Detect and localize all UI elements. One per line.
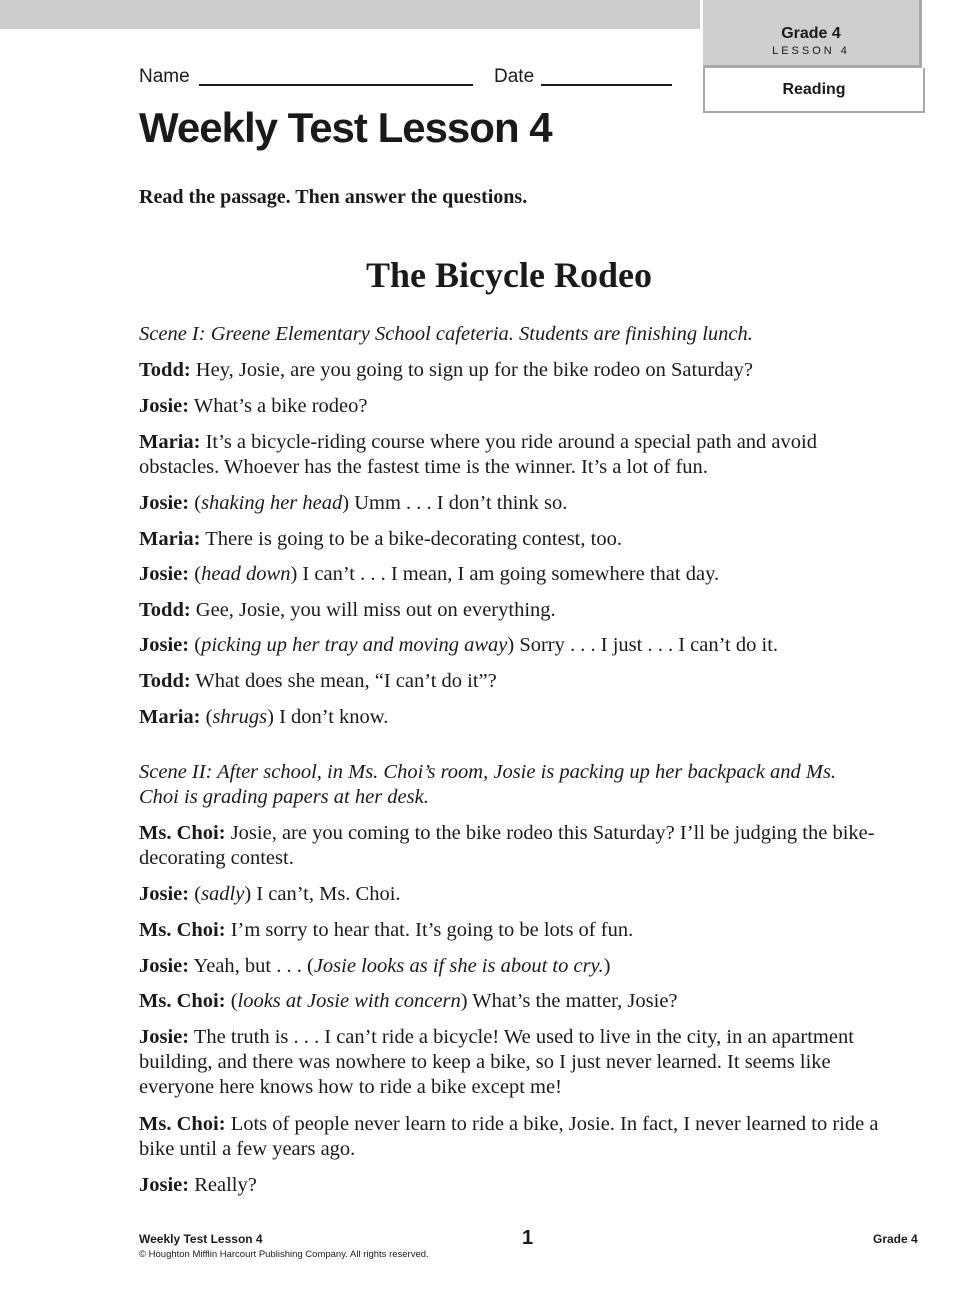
stage-direction: shrugs xyxy=(212,706,268,728)
dialogue-line: Ms. Choi: Josie, are you coming to the bike rodeo this Saturday? I’ll be judging the bike-decorating contest. xyxy=(139,822,875,869)
date-label: Date xyxy=(494,66,535,87)
stage-direction: Josie looks as if she is about to cry. xyxy=(313,955,604,977)
name-field[interactable] xyxy=(199,84,473,86)
dialogue-line: Josie: (picking up her tray and moving away) Sorry . . . I just . . . I can’t do it. xyxy=(139,634,779,656)
speaker-name: Josie: xyxy=(139,955,190,977)
speaker-name: Ms. Choi: xyxy=(139,919,226,941)
dialogue-line: Josie: The truth is . . . I can’t ride a bicycle! We used to live in the city, in an apartment building, and there was nowhere to keep a bike, so I just never learned. It seems like everyone here knows how to ride a bike except me! xyxy=(139,1026,854,1098)
dialogue-line: Josie: What’s a bike rodeo? xyxy=(139,395,368,417)
speaker-name: Todd: xyxy=(139,599,191,621)
scene-direction: Scene I: Greene Elementary School cafeteria. Students are finishing lunch. xyxy=(139,323,753,345)
stage-direction: head down xyxy=(201,563,291,585)
stage-direction: picking up her tray and moving away xyxy=(201,634,508,656)
dialogue-line: Josie: (sadly) I can’t, Ms. Choi. xyxy=(139,883,401,905)
speaker-name: Josie: xyxy=(139,883,190,905)
scene-direction: Scene II: After school, in Ms. Choi’s room, Josie is packing up her backpack and Ms. Choi is grading papers at her desk. xyxy=(139,761,837,808)
dialogue-line: Maria: (shrugs) I don’t know. xyxy=(139,706,389,728)
top-gray-bar xyxy=(0,0,700,29)
speaker-name: Ms. Choi: xyxy=(139,822,226,844)
dialogue-line: Ms. Choi: Lots of people never learn to ride a bike, Josie. In fact, I never learned to ride a bike until a few years ago. xyxy=(139,1113,879,1160)
footer-title: Weekly Test Lesson 4 xyxy=(139,1232,263,1246)
speaker-name: Maria: xyxy=(139,431,201,453)
speaker-name: Josie: xyxy=(139,563,190,585)
dialogue-line: Ms. Choi: I’m sorry to hear that. It’s going to be lots of fun. xyxy=(139,919,634,941)
speaker-name: Maria: xyxy=(139,706,201,728)
dialogue-line: Maria: There is going to be a bike-decorating contest, too. xyxy=(139,528,622,550)
speaker-name: Josie: xyxy=(139,1026,190,1048)
page-title: Weekly Test Lesson 4 xyxy=(139,104,552,151)
lesson-label: LESSON 4 xyxy=(772,45,850,57)
stage-direction: shaking her head xyxy=(201,492,343,514)
dialogue-line: Josie: Really? xyxy=(139,1174,257,1196)
speaker-name: Todd: xyxy=(139,670,191,692)
dialogue-line: Todd: Gee, Josie, you will miss out on everything. xyxy=(139,599,556,621)
grade-label: Grade 4 xyxy=(781,25,841,42)
speaker-name: Josie: xyxy=(139,1174,190,1196)
subject-tab: Reading xyxy=(703,68,925,113)
dialogue-line: Todd: What does she mean, “I can’t do it”? xyxy=(139,670,497,692)
dialogue-line: Josie: (head down) I can’t . . . I mean, I am going somewhere that day. xyxy=(139,563,720,585)
date-field[interactable] xyxy=(541,84,672,86)
speaker-name: Maria: xyxy=(139,528,201,550)
grade-lesson-tab xyxy=(703,0,922,68)
dialogue-line: Ms. Choi: (looks at Josie with concern) What’s the matter, Josie? xyxy=(139,990,678,1012)
footer-grade: Grade 4 xyxy=(873,1232,918,1246)
speaker-name: Josie: xyxy=(139,492,190,514)
instructions: Read the passage. Then answer the questions. xyxy=(139,186,528,208)
speaker-name: Josie: xyxy=(139,634,190,656)
speaker-name: Josie: xyxy=(139,395,190,417)
stage-direction: looks at Josie with concern xyxy=(237,990,461,1012)
copyright-notice: © Houghton Mifflin Harcourt Publishing Company. All rights reserved. xyxy=(139,1249,429,1260)
dialogue-line: Maria: It’s a bicycle-riding course where you ride around a special path and avoid obstacles. Whoever has the fastest time is the winner. It’s a lot of fun. xyxy=(139,431,817,478)
dialogue-line: Josie: (shaking her head) Umm . . . I don’t think so. xyxy=(139,492,568,514)
dialogue-line: Josie: Yeah, but . . . (Josie looks as if she is about to cry.) xyxy=(139,955,611,977)
stage-direction: sadly xyxy=(201,883,245,905)
name-label: Name xyxy=(139,66,190,87)
speaker-name: Ms. Choi: xyxy=(139,1113,226,1135)
dialogue-line: Todd: Hey, Josie, are you going to sign up for the bike rodeo on Saturday? xyxy=(139,359,753,381)
speaker-name: Ms. Choi: xyxy=(139,990,226,1012)
page-number: 1 xyxy=(522,1227,534,1249)
speaker-name: Todd: xyxy=(139,359,191,381)
passage-title: The Bicycle Rodeo xyxy=(366,255,652,295)
